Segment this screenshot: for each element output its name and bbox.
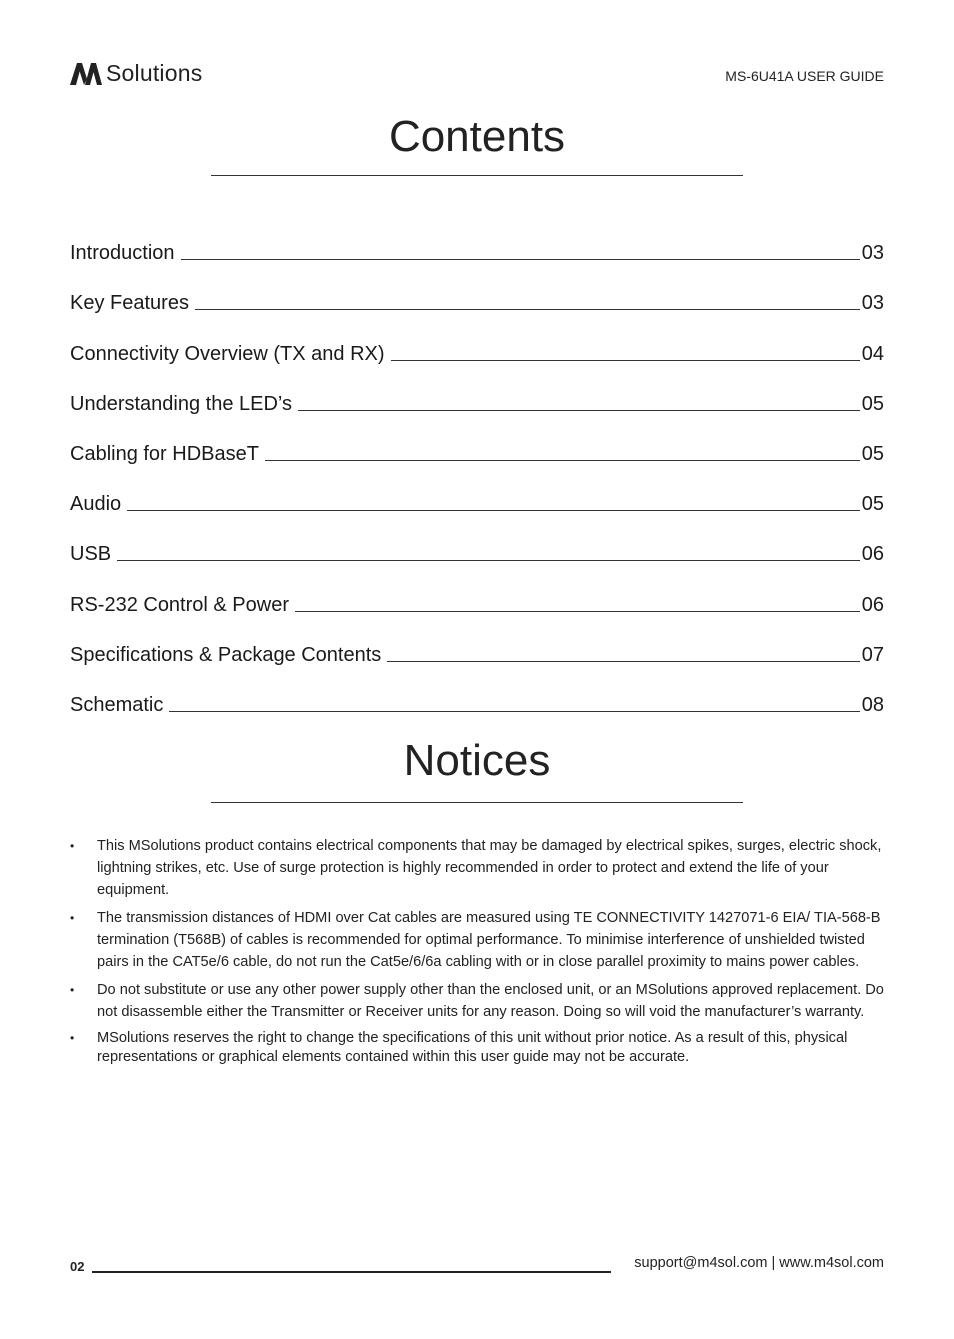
bullet-icon: • [70, 1031, 75, 1045]
toc-label: Cabling for HDBaseT [70, 442, 259, 465]
footer-contact [634, 1255, 884, 1271]
toc-page-number: 06 [861, 593, 884, 616]
toc-leader [295, 611, 860, 612]
toc-entry[interactable] [70, 667, 884, 717]
bullet-icon: • [70, 839, 75, 853]
toc-page-number: 05 [861, 392, 884, 415]
toc-page-number: 08 [861, 693, 884, 716]
toc-label: USB [70, 543, 112, 566]
toc-entry[interactable] [70, 566, 884, 616]
toc-label: RS-232 Control & Power [70, 593, 289, 616]
contents-divider [211, 175, 743, 176]
toc-leader [265, 460, 860, 461]
brand-logo [70, 60, 202, 87]
contents-heading: Contents [388, 112, 566, 161]
toc-entry[interactable] [70, 516, 884, 566]
support-email-link[interactable]: support@m4sol.com [634, 1255, 768, 1271]
notices-heading: Notices [403, 736, 551, 785]
toc-leader [387, 661, 859, 662]
notice-item [70, 907, 885, 973]
toc-entry[interactable] [70, 215, 884, 265]
toc-entry[interactable] [70, 466, 884, 516]
toc-label: Schematic [70, 693, 164, 716]
notice-text: This MSolutions product contains electrical components that may be damaged by electrical spikes, surges, electric shock, lightning strikes, etc. Use of surge protection is highly recommended in order to protect and extend the life of your equipment. [97, 838, 882, 898]
toc-leader [298, 410, 860, 411]
toc-entry[interactable] [70, 416, 884, 466]
notices-divider [211, 802, 743, 803]
footer-divider [92, 1271, 611, 1273]
toc-page-number: 04 [861, 342, 884, 365]
notice-text: MSolutions reserves the right to change the specifications of this unit without prior notice. As a result of this, physical representations or graphical elements contained within this user guide may not be accurate. [97, 1030, 848, 1065]
bullet-icon: • [70, 983, 75, 997]
toc-leader [195, 309, 860, 310]
toc-leader [127, 510, 860, 511]
bullet-icon: • [70, 911, 75, 925]
toc-page-number: 07 [861, 643, 884, 666]
toc-entry[interactable] [70, 315, 884, 365]
toc-page-number: 05 [861, 493, 884, 516]
toc-leader [117, 560, 860, 561]
toc-entry[interactable] [70, 265, 884, 315]
document-title: MS-6U41A USER GUIDE [725, 68, 884, 84]
toc-label: Specifications & Package Contents [70, 643, 382, 666]
notice-text: The transmission distances of HDMI over Cat cables are measured using TE CONNECTIVITY 1427071-6 EIA/ TIA-568-B termination (T568B) of cables is recommended for optimal performance. To minimise interference of unshielded twisted pairs in the CAT5e/6 cable, do not run the Cat5e/6/6a cabling with or in close parallel proximity to mains power cables. [97, 910, 881, 970]
toc-page-number: 05 [861, 442, 884, 465]
toc-leader [391, 360, 860, 361]
table-of-contents [70, 215, 884, 717]
toc-label: Connectivity Overview (TX and RX) [70, 342, 385, 365]
notice-item [70, 1029, 885, 1067]
website-link[interactable]: www.m4sol.com [779, 1255, 884, 1271]
toc-leader [169, 711, 859, 712]
page-number: 02 [70, 1259, 85, 1274]
toc-entry[interactable] [70, 617, 884, 667]
toc-entry[interactable] [70, 366, 884, 416]
toc-label: Key Features [70, 292, 189, 315]
notice-item [70, 835, 885, 901]
notice-text: Do not substitute or use any other power supply other than the enclosed unit, or an MSolutions approved replacement. Do not disassemble either the Transmitter or Receiver units for any reason. Doing so will void the manufacturer’s warranty. [97, 982, 884, 1020]
toc-page-number: 03 [861, 292, 884, 315]
toc-label: Audio [70, 493, 122, 516]
notice-item [70, 979, 885, 1023]
footer-separator: | [771, 1255, 776, 1271]
logo-text: Solutions [106, 60, 203, 86]
m-logo-icon [70, 63, 102, 85]
toc-leader [181, 259, 860, 260]
toc-page-number: 06 [861, 543, 884, 566]
toc-label: Introduction [70, 242, 175, 265]
toc-label: Understanding the LED’s [70, 392, 292, 415]
toc-page-number: 03 [861, 242, 884, 265]
notices-list [70, 835, 885, 1073]
